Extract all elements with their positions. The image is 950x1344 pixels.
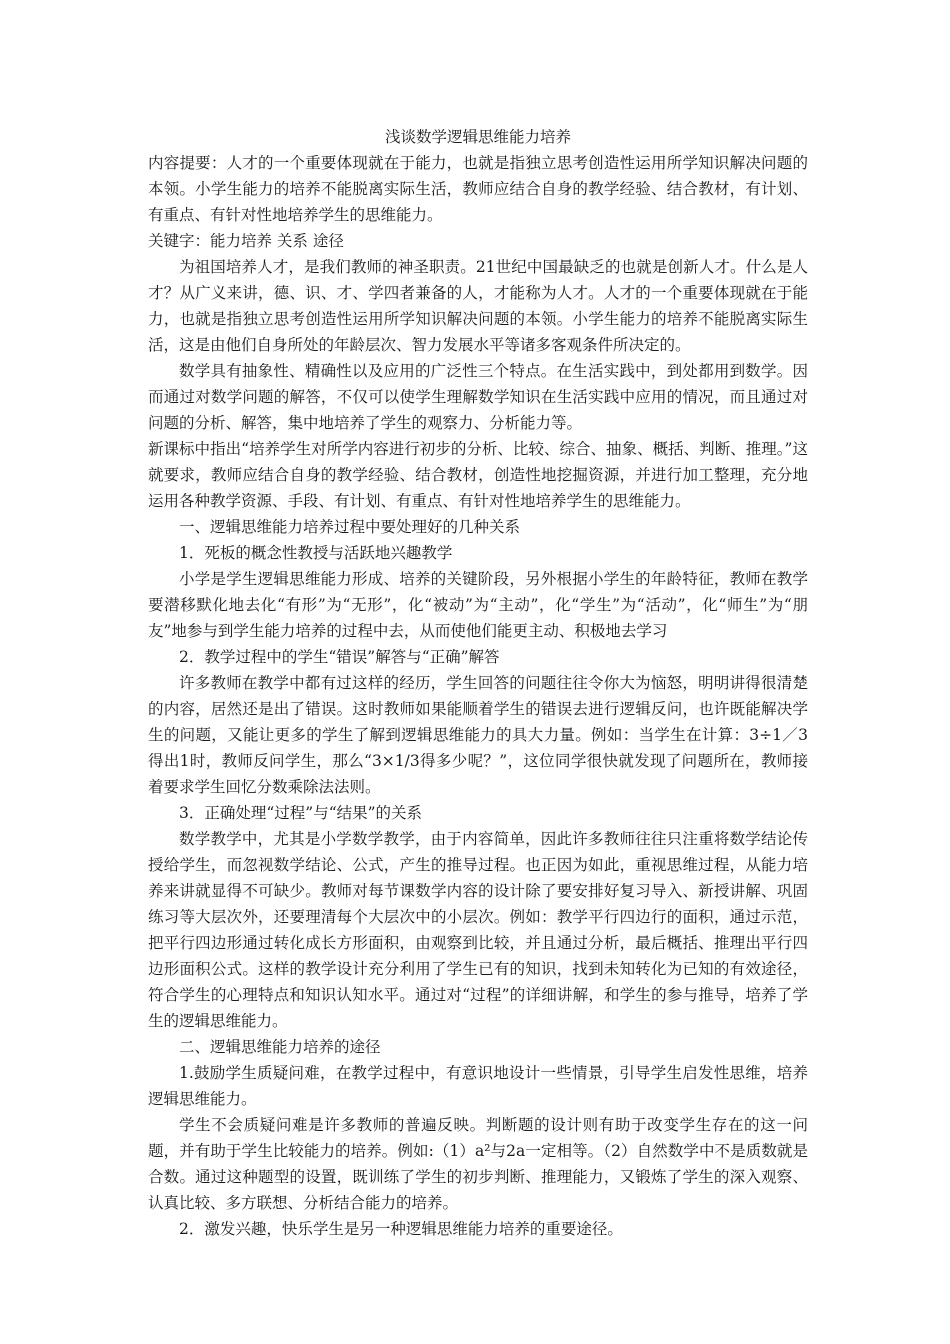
- paragraph: 为祖国培养人才，是我们教师的神圣职责。21世纪中国最缺乏的也就是创新人才。什么是人才？从广义来讲，德、识、才、学四者兼备的人，才能称为人才。人才的一个重要体现就在于能力，也就是指独立思考创造性运用所学知识解决问题的本领。小学生能力的培养不能脱离实际生活，这是由他们自身所处的年龄层次、智力发展水平等诸多客观条件所决定的。: [148, 258, 808, 354]
- paragraph: 二、逻辑思维能力培养的途径: [179, 1038, 381, 1056]
- document-page: [148, 124, 808, 1242]
- paragraph: 1.鼓励学生质疑问难，在教学过程中，有意识地设计一些情景，引导学生启发性思维，培养逻辑思维能力。: [148, 1064, 808, 1108]
- paragraph: 许多教师在教学中都有过这样的经历，学生回答的问题往往令你大为恼怒，明明讲得很清楚的内容，居然还是出了错误。这时教师如果能顺着学生的错误去进行逻辑反问，也许既能解决学生的问题，又能让更多的学生了解到逻辑思维能力的具大力量。例如：当学生在计算：3÷1／3得出1时，教师反问学生，那么“3×1/3得多少呢？”，这位同学很快就发现了问题所在，教师接着要求学生回忆分数乘除法法则。: [148, 674, 808, 796]
- paragraph: 小学是学生逻辑思维能力形成、培养的关键阶段，另外根据小学生的年龄特征，教师在教学要潜移默化地去化“有形”为“无形”，化“被动”为“主动”，化“学生”为“活动”，化“师生”为“朋友”地参与到学生能力培养的过程中去，从而使他们能更主动、积极地去学习: [148, 570, 808, 640]
- document-body: [148, 150, 808, 1242]
- paragraph: 数学具有抽象性、精确性以及应用的广泛性三个特点。在生活实践中，到处都用到数学。因而通过对数学问题的解答，不仅可以使学生理解数学知识在生活实践中应用的情况，而且通过对问题的分析、解答，集中地培养了学生的观察力、分析能力等。: [148, 362, 808, 432]
- paragraph: 数学教学中，尤其是小学数学教学，由于内容简单，因此许多教师往往只注重将数学结论传授给学生，而忽视数学结论、公式，产生的推导过程。也正因为如此，重视思维过程，从能力培养来讲就显得不可缺少。教师对每节课数学内容的设计除了要安排好复习导入、新授讲解、巩固练习等大层次外，还要理清每个大层次中的小层次。例如：教学平行四边行的面积，通过示范，把平行四边形通过转化成长方形面积，由观察到比较，并且通过分析，最后概括、推理出平行四边形面积公式。这样的教学设计充分利用了学生已有的知识，找到未知转化为已知的有效途径，符合学生的心理特点和知识认知水平。通过对“过程”的详细讲解，和学生的参与推导，培养了学生的逻辑思维能力。: [148, 830, 808, 1030]
- paragraph: 2．激发兴趣，快乐学生是另一种逻辑思维能力培养的重要途径。: [179, 1220, 623, 1238]
- paragraph: 一、逻辑思维能力培养过程中要处理好的几种关系: [179, 518, 521, 536]
- paragraph: 关键字：能力培养 关系 途径: [148, 232, 344, 250]
- paragraph: 新课标中指出“培养学生对所学内容进行初步的分析、比较、综合、抽象、概括、判断、推理。”这就要求，教师应结合自身的教学经验、结合教材，创造性地挖掘资源，并进行加工整理，充分地运用各种教学资源、手段、有计划、有重点、有针对性地培养学生的思维能力。: [148, 440, 808, 510]
- paragraph: 2．教学过程中的学生“错误”解答与“正确”解答: [179, 648, 500, 666]
- paragraph: 学生不会质疑问难是许多教师的普遍反映。判断题的设计则有助于改变学生存在的这一问题，并有助于学生比较能力的培养。例如:（1）a²与2a一定相等。（2）自然数学中不是质数就是合数。通过这种题型的设置，既训练了学生的初步判断、推理能力，又锻炼了学生的深入观察、认真比较、多方联想、分析结合能力的培养。: [148, 1116, 808, 1212]
- document-title: 浅谈数学逻辑思维能力培养: [384, 128, 571, 146]
- paragraph: 1．死板的概念性教授与活跃地兴趣教学: [179, 544, 453, 562]
- paragraph: 3．正确处理“过程”与“结果”的关系: [179, 804, 423, 822]
- paragraph: 内容提要：人才的一个重要体现就在于能力，也就是指独立思考创造性运用所学知识解决问题的本领。小学生能力的培养不能脱离实际生活，教师应结合自身的教学经验、结合教材，有计划、有重点、有针对性地培养学生的思维能力。: [148, 154, 808, 224]
